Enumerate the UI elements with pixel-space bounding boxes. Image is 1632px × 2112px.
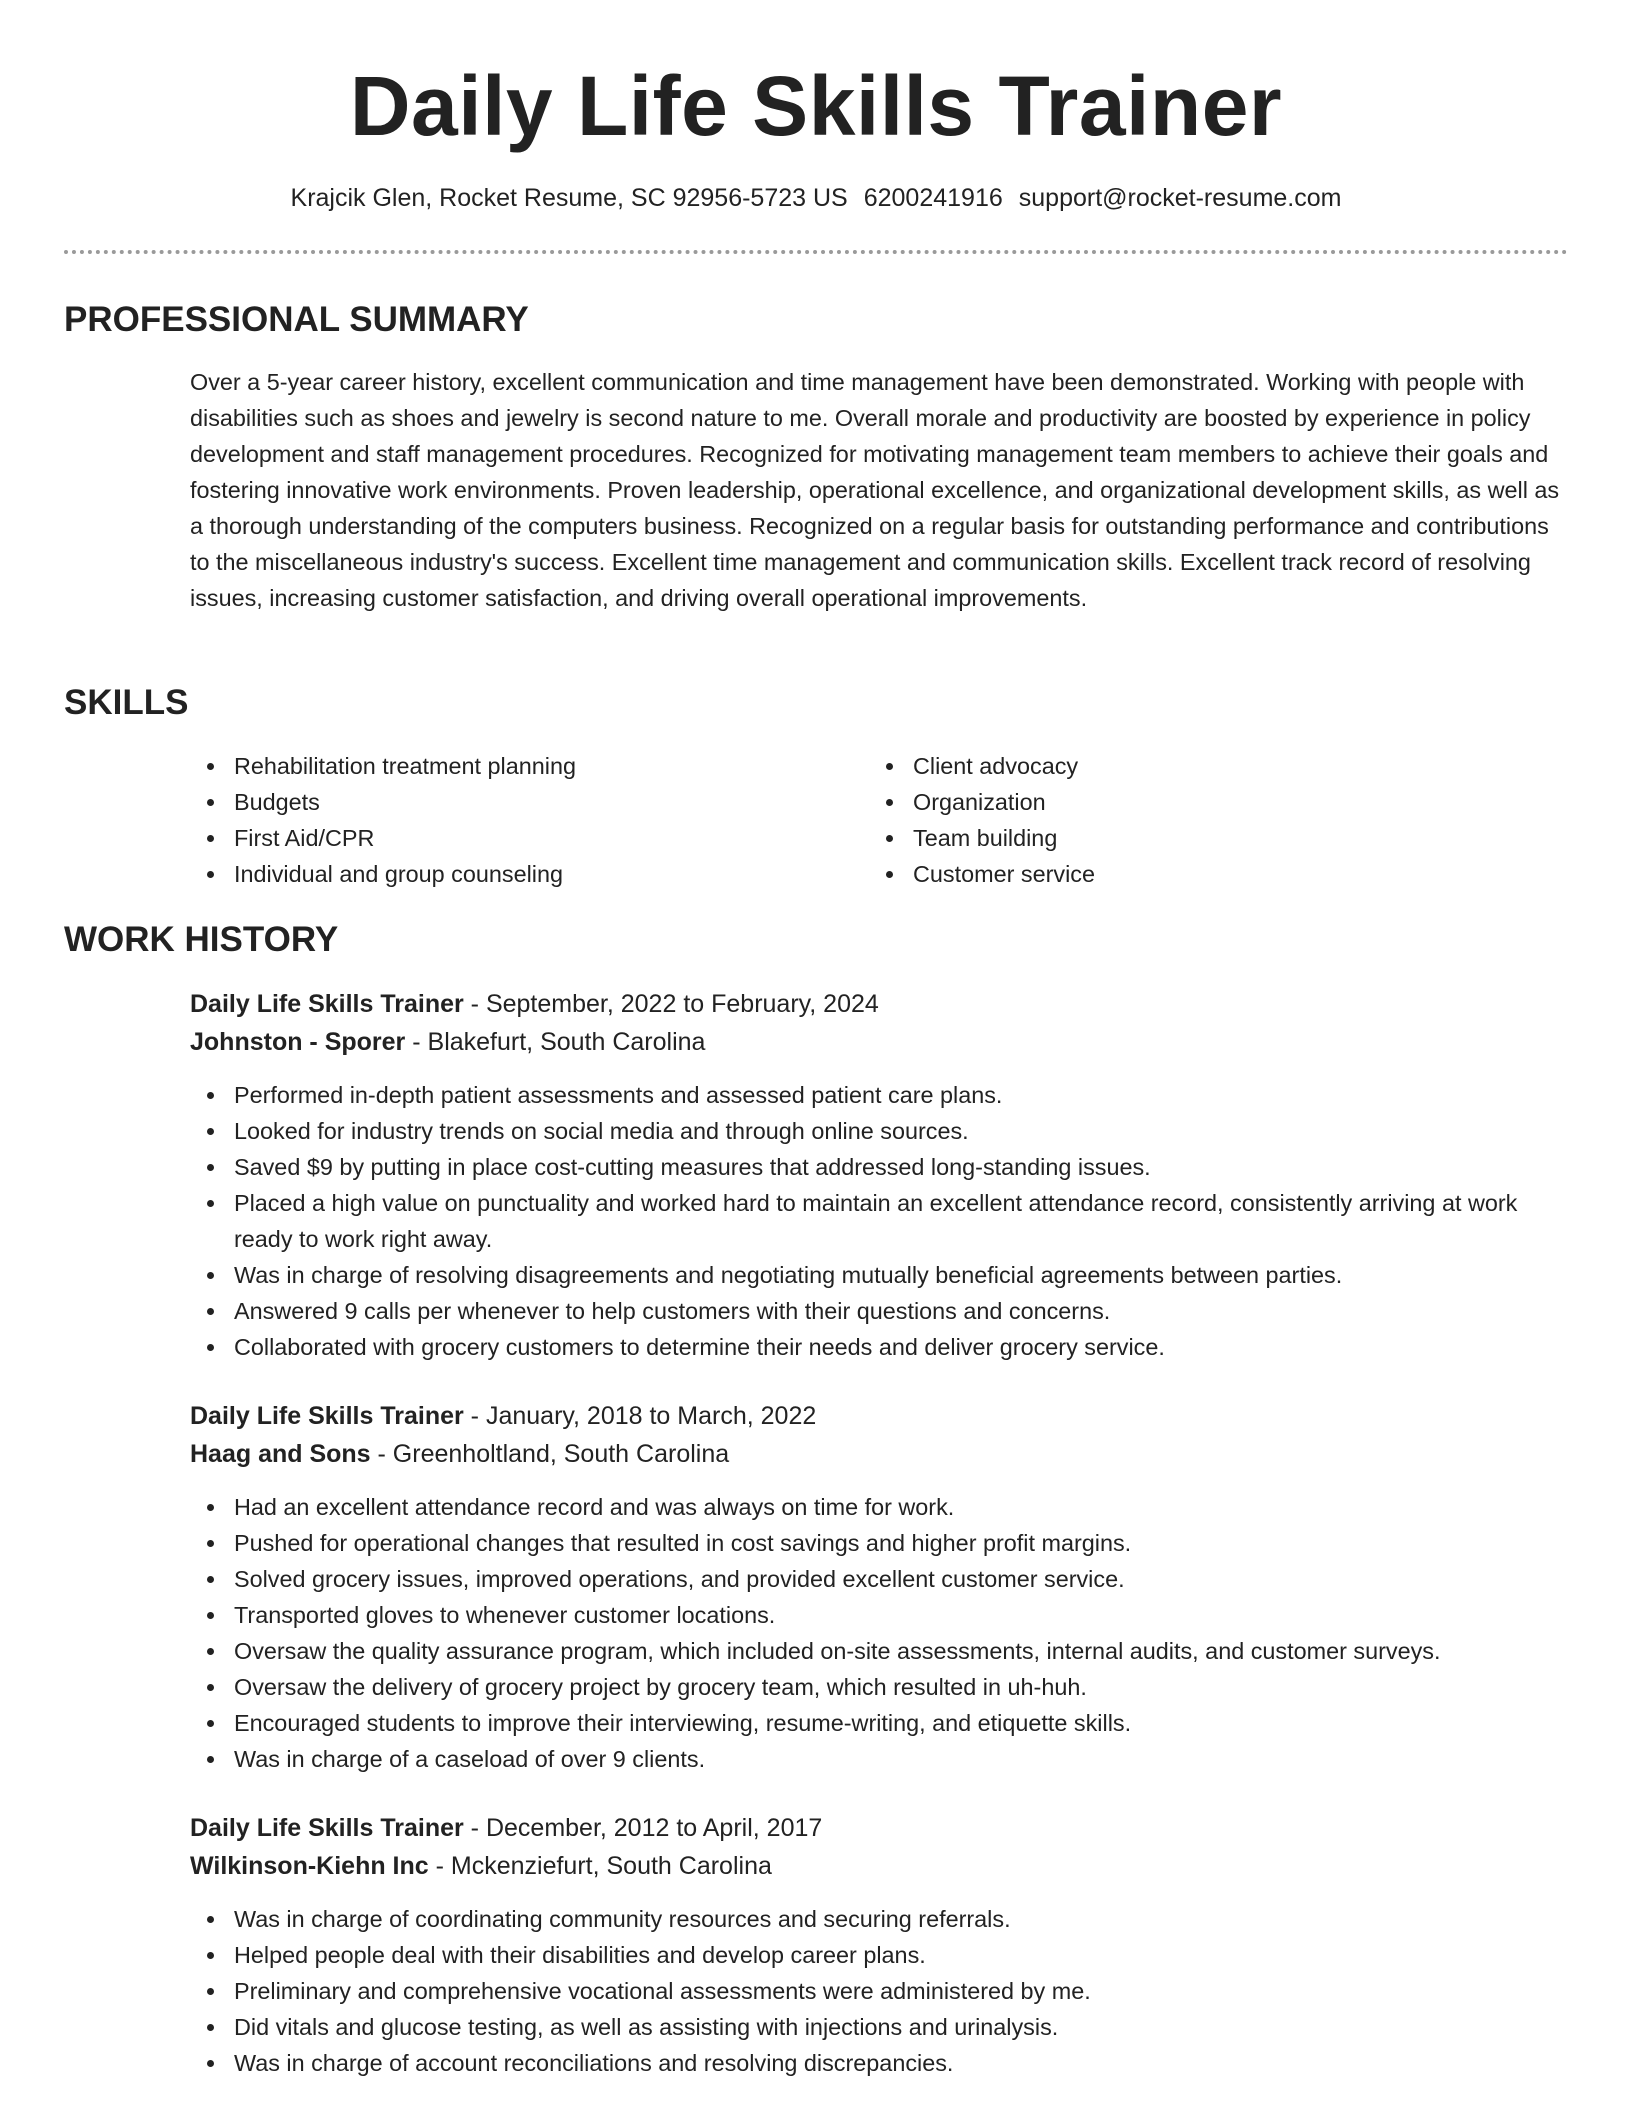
header-divider — [64, 250, 1568, 254]
job-company-line — [190, 1023, 1568, 1061]
job-bullet: Was in charge of coordinating community resources and securing referrals. — [190, 1901, 1568, 1937]
job-bullet: Placed a high value on punctuality and worked hard to maintain an excellent attendance record, consistently arriving at work ready to work right away. — [190, 1185, 1568, 1257]
job-bullet: Saved $9 by putting in place cost-cutting measures that addressed long-standing issues. — [190, 1149, 1568, 1185]
job-company-line — [190, 1847, 1568, 1885]
job-bullet: Collaborated with grocery customers to determine their needs and deliver grocery service. — [190, 1329, 1568, 1365]
job-bullet: Looked for industry trends on social media and through online sources. — [190, 1113, 1568, 1149]
skill-item: Team building — [869, 820, 1469, 856]
skill-item: Organization — [869, 784, 1469, 820]
job-bullet: Was in charge of resolving disagreements and negotiating mutually beneficial agreements between parties. — [190, 1257, 1568, 1293]
job-company: Wilkinson-Kiehn Inc — [190, 1852, 429, 1880]
job-bullet: Helped people deal with their disabilities and develop career plans. — [190, 1937, 1568, 1973]
job-entry — [190, 1397, 1568, 1777]
job-title: Daily Life Skills Trainer — [190, 1814, 464, 1842]
job-bullet: Pushed for operational changes that resulted in cost savings and higher profit margins. — [190, 1525, 1568, 1561]
skills-list-left — [190, 748, 790, 892]
job-dates: - December, 2012 to April, 2017 — [463, 1814, 823, 1842]
job-bullet: Answered 9 calls per whenever to help customers with their questions and concerns. — [190, 1293, 1568, 1329]
skill-item: Budgets — [190, 784, 790, 820]
job-dates: - January, 2018 to March, 2022 — [463, 1402, 817, 1430]
job-title-line — [190, 985, 1568, 1023]
job-bullets — [190, 1901, 1568, 2081]
job-bullet: Encouraged students to improve their interviewing, resume-writing, and etiquette skills. — [190, 1705, 1568, 1741]
work-heading: WORK HISTORY — [64, 920, 339, 959]
job-bullet: Preliminary and comprehensive vocational assessments were administered by me. — [190, 1973, 1568, 2009]
job-bullet: Was in charge of a caseload of over 9 clients. — [190, 1741, 1568, 1777]
job-entry — [190, 985, 1568, 1365]
job-dates: - September, 2022 to February, 2024 — [463, 990, 879, 1018]
job-location: - Mckenziefurt, South Carolina — [428, 1852, 772, 1880]
contact-email[interactable]: support@rocket-resume.com — [1018, 184, 1342, 212]
skill-item: Client advocacy — [869, 748, 1469, 784]
summary-heading: PROFESSIONAL SUMMARY — [64, 300, 529, 339]
contact-address: Krajcik Glen, Rocket Resume, SC 92956-5723 US — [290, 184, 848, 212]
contact-phone: 6200241916 — [863, 184, 1003, 212]
contact-line — [64, 180, 1568, 216]
job-company: Johnston - Sporer — [190, 1028, 406, 1056]
job-bullet: Had an excellent attendance record and was always on time for work. — [190, 1489, 1568, 1525]
job-title: Daily Life Skills Trainer — [190, 1402, 464, 1430]
job-company-line — [190, 1435, 1568, 1473]
skills-list-right — [869, 748, 1469, 892]
summary-text: Over a 5-year career history, excellent communication and time management have been demonstrated. Working with people with disabilities such as shoes and jewelry is second nature to me. Overall morale and productivity are boosted by experience in policy development and staff management procedures. Recognized for motivating management team members to achieve their goals and fostering innovative work environments. Proven leadership, operational excellence, and organizational development skills, as well as a thorough understanding of the computers business. Recognized on a regular basis for outstanding performance and contributions to the miscellaneous industry's success. Excellent time management and communication skills. Excellent track record of resolving issues, increasing customer satisfaction, and driving overall operational improvements. — [190, 369, 1560, 611]
job-bullet: Transported gloves to whenever customer locations. — [190, 1597, 1568, 1633]
skill-item: Individual and group counseling — [190, 856, 790, 892]
job-title-line — [190, 1809, 1568, 1847]
job-bullet: Solved grocery issues, improved operations, and provided excellent customer service. — [190, 1561, 1568, 1597]
job-bullets — [190, 1489, 1568, 1777]
job-location: - Greenholtland, South Carolina — [370, 1440, 730, 1468]
skill-item: First Aid/CPR — [190, 820, 790, 856]
skills-heading: SKILLS — [64, 683, 189, 722]
skill-item: Rehabilitation treatment planning — [190, 748, 790, 784]
job-bullet: Performed in-depth patient assessments and assessed patient care plans. — [190, 1077, 1568, 1113]
resume-name: Daily Life Skills Trainer — [349, 59, 1283, 153]
job-company: Haag and Sons — [190, 1440, 371, 1468]
job-bullet: Oversaw the quality assurance program, which included on-site assessments, internal audits, and customer surveys. — [190, 1633, 1568, 1669]
job-entry — [190, 1809, 1568, 2081]
job-location: - Blakefurt, South Carolina — [405, 1028, 706, 1056]
skill-item: Customer service — [869, 856, 1469, 892]
job-title-line — [190, 1397, 1568, 1435]
job-bullets — [190, 1077, 1568, 1365]
job-bullet: Oversaw the delivery of grocery project by grocery team, which resulted in uh-huh. — [190, 1669, 1568, 1705]
job-title: Daily Life Skills Trainer — [190, 990, 464, 1018]
job-bullet: Was in charge of account reconciliations and resolving discrepancies. — [190, 2045, 1568, 2081]
job-bullet: Did vitals and glucose testing, as well as assisting with injections and urinalysis. — [190, 2009, 1568, 2045]
